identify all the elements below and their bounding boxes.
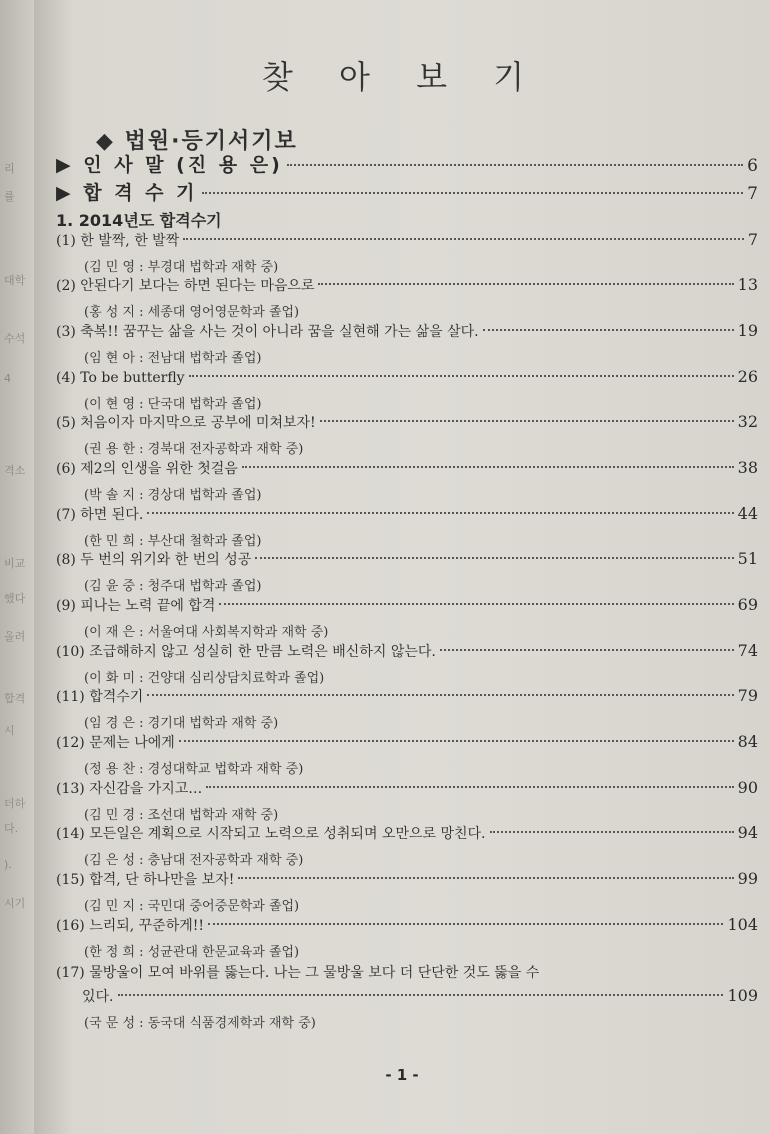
dot-leader <box>208 923 723 925</box>
margin-fragment: 수석 <box>4 332 26 345</box>
toc-label: (9) 피나는 노력 끝에 합격 <box>56 598 216 614</box>
toc-page-number: 13 <box>737 275 758 294</box>
toc-author: (이 현 영 : 단국대 법학과 졸업) <box>84 397 262 412</box>
toc-label: (14) 모든일은 계획으로 시작되고 노력으로 성취되며 오만으로 망친다. <box>56 826 486 842</box>
toc-author: (권 용 한 : 경북대 전자공학과 재학 중) <box>84 442 304 457</box>
toc-entry <box>82 986 758 1006</box>
book-page <box>34 0 770 1134</box>
section-header: ◆ 법원·등기서기보 <box>96 129 298 154</box>
margin-fragment: 리 <box>4 162 15 175</box>
toc-author: (임 현 아 : 전남대 법학과 졸업) <box>84 351 262 366</box>
dot-leader <box>320 420 734 422</box>
toc-label: (2) 안된다기 보다는 하면 된다는 마음으로 <box>56 278 315 294</box>
toc-label: ▶ 인 사 말 (진 용 은) <box>56 154 283 176</box>
toc-entry <box>56 458 758 478</box>
toc-author: (이 재 은 : 서울여대 사회복지학과 재학 중) <box>84 625 329 640</box>
toc-page-number: 90 <box>737 778 758 797</box>
toc-page-number: 32 <box>737 412 758 431</box>
toc-entry <box>56 275 758 295</box>
dot-leader <box>206 786 733 788</box>
margin-fragment: 더하 <box>4 797 26 810</box>
toc-label: 있다. <box>82 989 114 1005</box>
toc-author: (김 윤 중 : 청주대 법학과 졸업) <box>84 579 262 594</box>
margin-fragment: 비교 <box>4 557 26 570</box>
toc-entry <box>56 778 758 798</box>
margin-fragment: 했다 <box>4 592 26 605</box>
toc-author: (김 민 영 : 부경대 법학과 재학 중) <box>84 260 279 275</box>
toc-label: (8) 두 번의 위기와 한 번의 성공 <box>56 552 252 568</box>
toc-label: (11) 합격수기 <box>56 689 144 705</box>
toc-author: (한 민 희 : 부산대 철학과 졸업) <box>84 534 262 549</box>
margin-fragment: 다. <box>4 822 19 835</box>
toc-page-number: 26 <box>737 367 758 386</box>
toc-entry <box>56 367 758 386</box>
toc-label: (15) 합격, 단 하나만을 보자! <box>56 872 235 888</box>
toc-entry <box>56 504 758 524</box>
toc-label: (5) 처음이자 마지막으로 공부에 미쳐보자! <box>56 415 316 431</box>
dot-leader <box>440 649 734 651</box>
toc-entry <box>56 732 758 752</box>
toc-entry-success-stories <box>56 178 758 205</box>
toc-author: (한 정 희 : 성균관대 한문교육과 졸업) <box>84 945 300 960</box>
toc-label: (10) 조급해하지 않고 성실히 한 만큼 노력은 배신하지 않는다. <box>56 644 436 660</box>
dot-leader <box>183 238 744 240</box>
toc-page-number: 44 <box>737 504 758 523</box>
toc-page-number: 99 <box>737 869 758 888</box>
margin-fragment: 시 <box>4 724 15 737</box>
toc-entry <box>56 869 758 889</box>
dot-leader <box>318 283 733 285</box>
toc-author: (국 문 성 : 동국대 식품경제학과 재학 중) <box>84 1016 316 1031</box>
page-title: 찾 아 보 기 <box>261 58 543 96</box>
dot-leader <box>202 192 744 194</box>
toc-entry <box>56 641 758 661</box>
margin-fragment: 시기 <box>4 897 26 910</box>
toc-label: (3) 축복!! 꿈꾸는 삶을 사는 것이 아니라 꿈을 실현해 가는 삶을 살다. <box>56 324 479 340</box>
toc-label: (6) 제2의 인생을 위한 첫걸음 <box>56 461 238 477</box>
toc-label: (7) 하면 된다. <box>56 507 144 523</box>
dot-leader <box>147 512 733 514</box>
toc-page-number: 7 <box>747 230 758 249</box>
toc-entry <box>56 595 758 615</box>
toc-page-number: 109 <box>727 986 758 1005</box>
toc-entry <box>56 915 758 935</box>
toc-page-number: 69 <box>737 595 758 614</box>
toc-entry <box>56 686 758 706</box>
margin-fragment: 률 <box>4 190 15 203</box>
page-number-footer: - 1 - <box>385 1066 419 1084</box>
toc-label: ▶ 합 격 수 기 <box>56 182 198 204</box>
dot-leader <box>118 994 724 996</box>
dot-leader <box>179 740 734 742</box>
margin-fragment: 합격 <box>4 692 26 705</box>
dot-leader <box>287 164 743 166</box>
margin-fragment: ). <box>4 858 12 871</box>
margin-fragment: 격소 <box>4 464 26 477</box>
toc-label: (4) To be butterfly <box>56 370 185 386</box>
dot-leader <box>189 375 734 377</box>
dot-leader <box>483 329 734 331</box>
toc-page-number: 51 <box>737 549 758 568</box>
toc-entry <box>56 823 758 843</box>
toc-author: (정 용 찬 : 경성대학교 법학과 재학 중) <box>84 762 304 777</box>
toc-entry-line1: (17) 물방울이 모여 바위를 뚫는다. 나는 그 물방울 보다 더 단단한 것도 뚫을 수 <box>56 965 540 981</box>
toc-entry-greeting <box>56 150 758 177</box>
toc-author: (임 경 은 : 경기대 법학과 재학 중) <box>84 716 279 731</box>
toc-page-number: 74 <box>737 641 758 660</box>
toc-author: (김 민 경 : 조선대 법학과 재학 중) <box>84 808 279 823</box>
toc-entry <box>56 412 758 432</box>
dot-leader <box>490 831 734 833</box>
toc-page-number: 79 <box>737 686 758 705</box>
toc-entry <box>56 549 758 569</box>
dot-leader <box>219 603 733 605</box>
toc-author: (김 은 성 : 충남대 전자공학과 재학 중) <box>84 853 304 868</box>
margin-fragment: 올려 <box>4 630 26 643</box>
toc-page-number: 104 <box>727 915 758 934</box>
toc-entry <box>56 230 758 250</box>
dot-leader <box>242 466 734 468</box>
dot-leader <box>255 557 733 559</box>
toc-label: (16) 느리되, 꾸준하게!! <box>56 918 205 934</box>
toc-label: (12) 문제는 나에게 <box>56 735 175 751</box>
toc-author: (김 민 지 : 국민대 중어중문학과 졸업) <box>84 899 300 914</box>
toc-page-number: 19 <box>737 321 758 340</box>
toc-label: (1) 한 발짝, 한 발짝 <box>56 233 180 249</box>
dot-leader <box>147 694 733 696</box>
toc-label: (13) 자신감을 가지고… <box>56 781 203 797</box>
margin-fragment: 대학 <box>4 274 26 287</box>
year-subheading: 1. 2014년도 합격수기 <box>56 211 222 230</box>
toc-page-number: 6 <box>747 156 758 176</box>
dot-leader <box>238 877 733 879</box>
toc-entry <box>56 321 758 341</box>
margin-fragment: 4 <box>4 372 11 385</box>
toc-page-number: 84 <box>737 732 758 751</box>
toc-page-number: 94 <box>737 823 758 842</box>
toc-author: (이 화 미 : 건양대 심리상담치료학과 졸업) <box>84 671 325 686</box>
toc-page-number: 7 <box>747 184 758 204</box>
adjacent-page-edge <box>0 0 34 1134</box>
toc-page-number: 38 <box>737 458 758 477</box>
toc-author: (홍 성 지 : 세종대 영어영문학과 졸업) <box>84 305 300 320</box>
toc-author: (박 솔 지 : 경상대 법학과 졸업) <box>84 488 262 503</box>
